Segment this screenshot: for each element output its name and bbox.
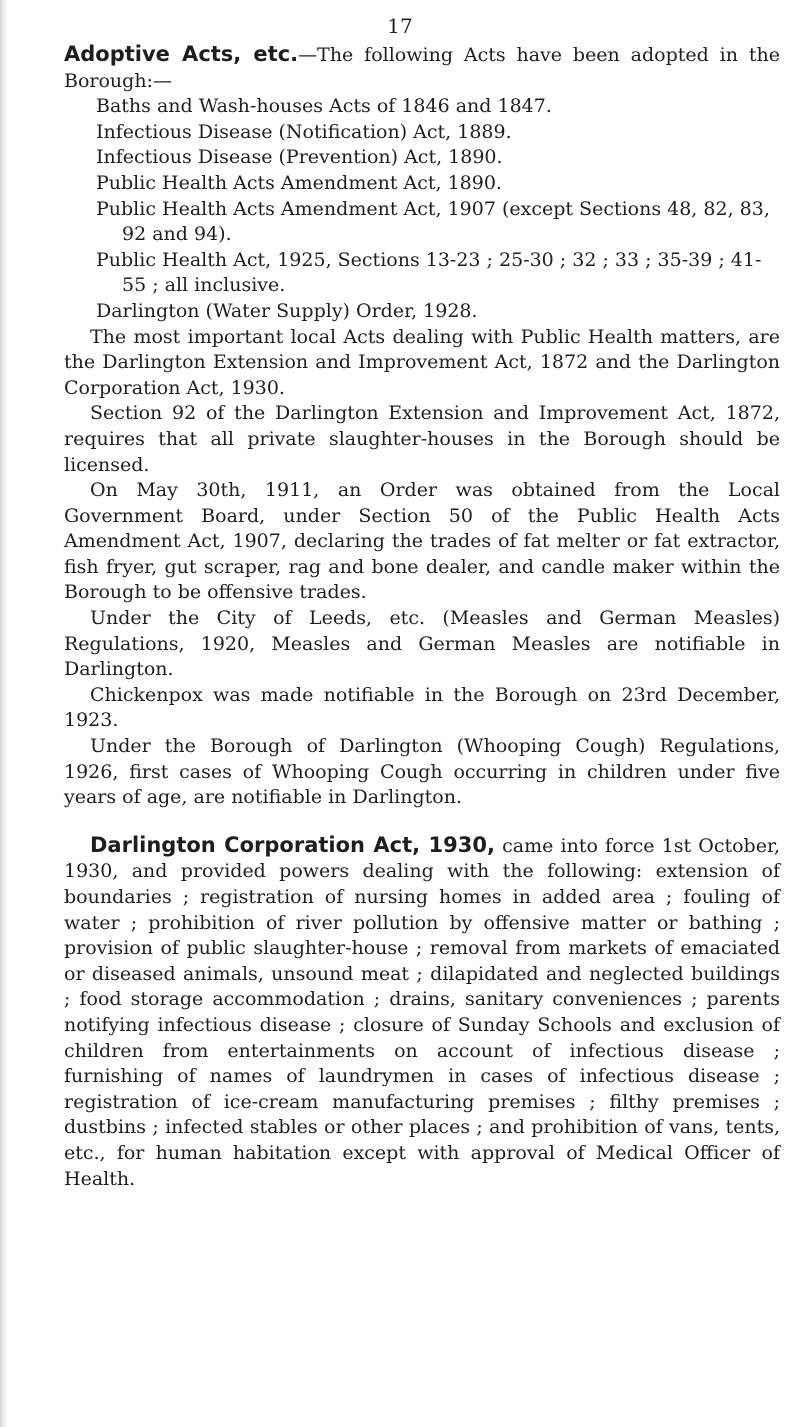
page-number: 17 bbox=[387, 14, 413, 38]
corporation-act-text: came into force 1st October, 1930, and provided powers dealing with the following: extension of boundaries ; registration of nursing homes in added area ; fouling of water ; prohibition of river pollution by offensive matter or bathing ; provision of public slaughter-house ; removal from markets of emaciated or diseased animals, unsound meat ; dilapidated and neglected buildings ; food storage accommodation ; drains, sanitary conveniences ; parents notifying infectious disease ; closure of Sunday Schools and exclusion of children from entertainments on account of infectious disease ; furnishing of names of laundrymen in cases of infectious disease ; registration of ice-cream manufacturing premises ; filthy premises ; dustbins ; infected stables or other places ; and prohibition of vans, tents, etc., for human habitation except with approval of Medical Officer of Health. bbox=[64, 834, 780, 1190]
offensive-trades-paragraph: On May 30th, 1911, an Order was obtained from the Local Government Board, under Section 50 of the Public Health Acts Amendment Act, 1907, declaring the trades of fat melter or fat extractor, fish fryer, gut scraper, rag and bone dealer, and candle maker within the Borough to be offensive trades. bbox=[64, 479, 780, 604]
adopted-acts-list bbox=[64, 94, 780, 324]
local-acts-paragraph: The most important local Acts dealing with Public Health matters, are the Darlington Extension and Improvement Act, 1872 and the Darlington Corporation Act, 1930. bbox=[64, 325, 780, 399]
adopted-act-item: Public Health Acts Amendment Act, 1890. bbox=[96, 171, 502, 194]
adoptive-acts-intro-text: —The following Acts have been adopted in the Borough:— bbox=[64, 44, 780, 92]
adopted-act-item: Public Health Act, 1925, Sections 13-23 ; 25-30 ; 32 ; 33 ; 35-39 ; 41-55 ; all inclusive. bbox=[96, 248, 762, 297]
measles-paragraph: Under the City of Leeds, etc. (Measles and German Measles) Regulations, 1920, Measles and German Measles are notifiable in Darlington. bbox=[64, 607, 780, 681]
adopted-act-item: Public Health Acts Amendment Act, 1907 (except Sections 48, 82, 83, 92 and 94). bbox=[96, 197, 770, 246]
corporation-act-paragraph bbox=[64, 833, 780, 1192]
corporation-act-heading: Darlington Corporation Act, 1930, bbox=[90, 832, 495, 857]
document-body bbox=[64, 42, 780, 1192]
page-edge-shadow bbox=[0, 0, 8, 1427]
adoptive-acts-heading: Adoptive Acts, etc. bbox=[64, 42, 299, 66]
adopted-act-item: Infectious Disease (Prevention) Act, 1890. bbox=[96, 146, 503, 169]
section-spacer bbox=[64, 811, 780, 833]
slaughterhouse-paragraph: Section 92 of the Darlington Extension and Improvement Act, 1872, requires that all private slaughter-houses in the Borough should be licensed. bbox=[64, 402, 780, 476]
adopted-act-item: Infectious Disease (Notification) Act, 1889. bbox=[96, 120, 512, 143]
adoptive-acts-intro bbox=[64, 42, 780, 94]
adopted-act-item: Darlington (Water Supply) Order, 1928. bbox=[96, 299, 478, 322]
whooping-cough-paragraph: Under the Borough of Darlington (Whooping Cough) Regulations, 1926, first cases of Whooping Cough occurring in children under five years of age, are notifiable in Darlington. bbox=[64, 735, 780, 809]
chickenpox-paragraph: Chickenpox was made notifiable in the Borough on 23rd December, 1923. bbox=[64, 683, 780, 732]
adopted-act-item: Baths and Wash-houses Acts of 1846 and 1847. bbox=[96, 95, 552, 118]
